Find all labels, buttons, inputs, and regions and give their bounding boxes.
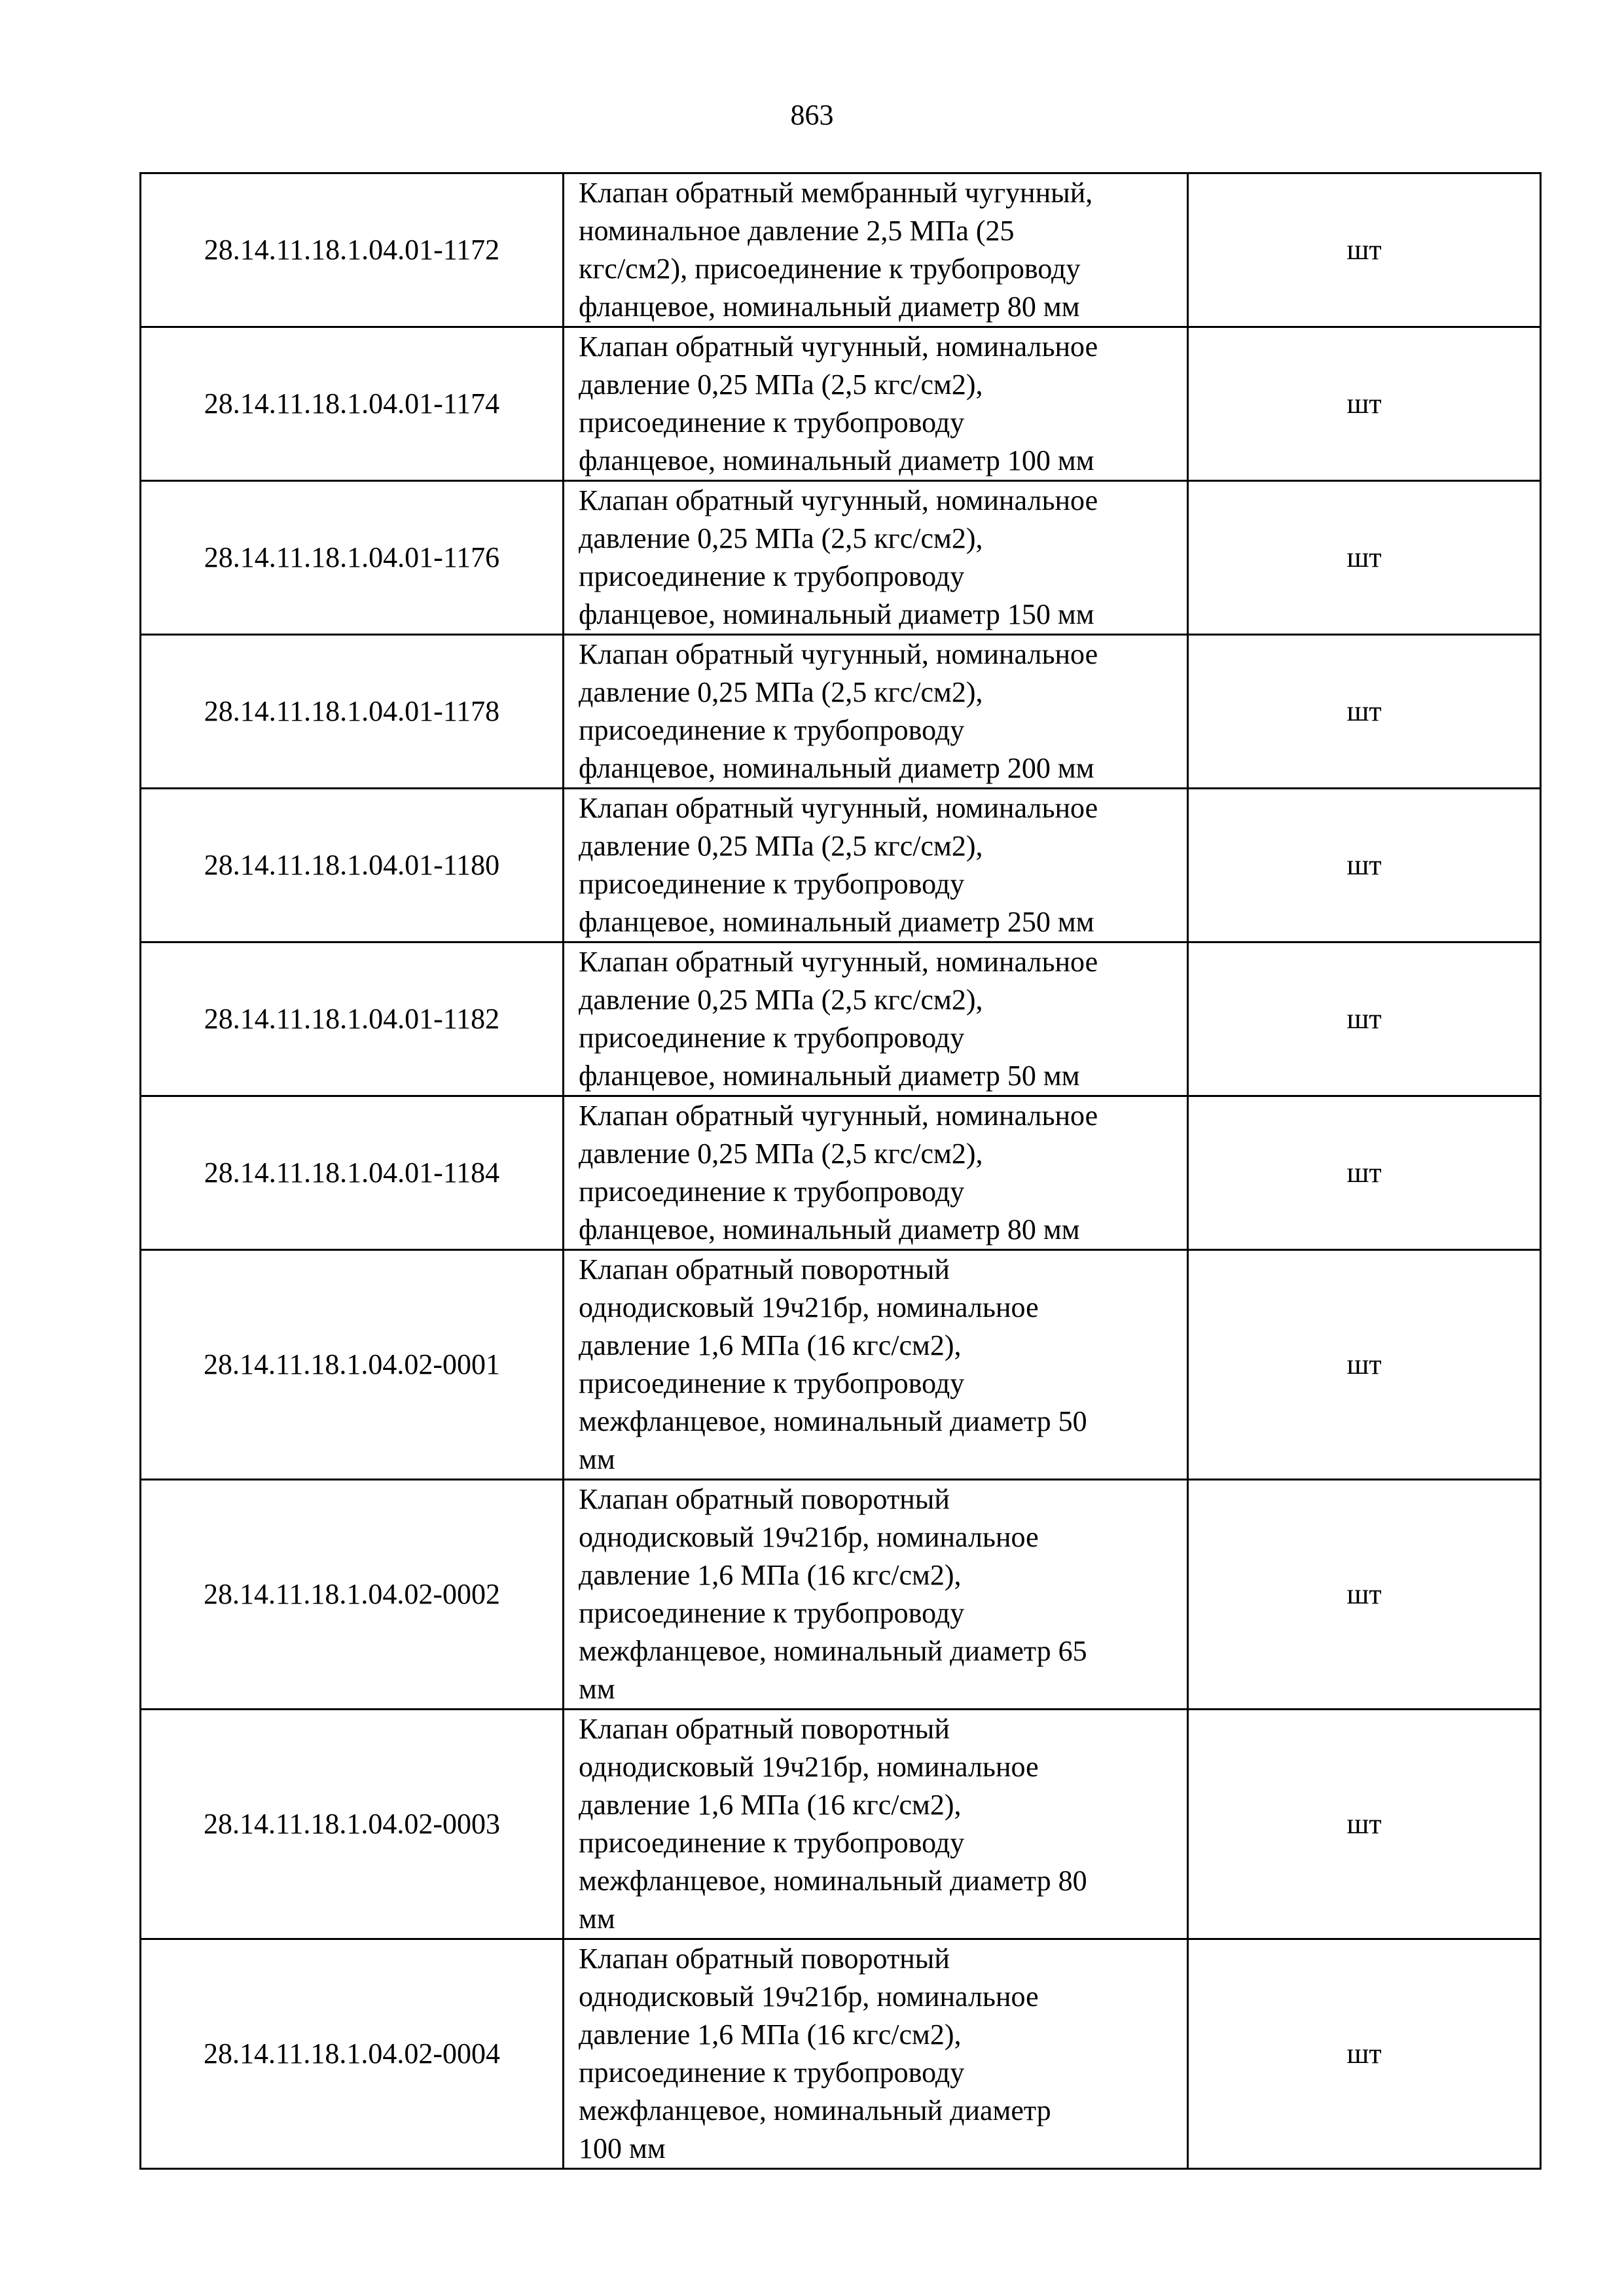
catalog-table	[139, 172, 1542, 2170]
item-unit: шт	[1188, 481, 1541, 635]
table-row	[141, 1480, 1541, 1710]
item-description: Клапан обратный чугунный, номинальное давление 0,25 МПа (2,5 кгс/см2), присоединение к трубопроводу фланцевое, номинальный диаметр 200 мм	[564, 635, 1188, 789]
item-unit: шт	[1188, 789, 1541, 942]
table-row	[141, 942, 1541, 1096]
page-number: 863	[790, 99, 834, 131]
item-code: 28.14.11.18.1.04.01-1184	[141, 1096, 564, 1250]
item-code: 28.14.11.18.1.04.02-0002	[141, 1480, 564, 1710]
item-description: Клапан обратный поворотный однодисковый 19ч21бр, номинальное давление 1,6 МПа (16 кгс/см2), присоединение к трубопроводу межфланцевое, номинальный диаметр 100 мм	[564, 1939, 1188, 2169]
item-unit: шт	[1188, 1939, 1541, 2169]
item-unit: шт	[1188, 1480, 1541, 1710]
item-description: Клапан обратный поворотный однодисковый 19ч21бр, номинальное давление 1,6 МПа (16 кгс/см2), присоединение к трубопроводу межфланцевое, номинальный диаметр 80 мм	[564, 1710, 1188, 1939]
table-row	[141, 1939, 1541, 2169]
item-description: Клапан обратный чугунный, номинальное давление 0,25 МПа (2,5 кгс/см2), присоединение к трубопроводу фланцевое, номинальный диаметр 50 мм	[564, 942, 1188, 1096]
item-code: 28.14.11.18.1.04.01-1178	[141, 635, 564, 789]
item-description: Клапан обратный чугунный, номинальное давление 0,25 МПа (2,5 кгс/см2), присоединение к трубопроводу фланцевое, номинальный диаметр 250 мм	[564, 789, 1188, 942]
table-row	[141, 1096, 1541, 1250]
item-description: Клапан обратный чугунный, номинальное давление 0,25 МПа (2,5 кгс/см2), присоединение к трубопроводу фланцевое, номинальный диаметр 100 мм	[564, 327, 1188, 481]
item-description: Клапан обратный чугунный, номинальное давление 0,25 МПа (2,5 кгс/см2), присоединение к трубопроводу фланцевое, номинальный диаметр 80 мм	[564, 1096, 1188, 1250]
item-description: Клапан обратный поворотный однодисковый 19ч21бр, номинальное давление 1,6 МПа (16 кгс/см2), присоединение к трубопроводу межфланцевое, номинальный диаметр 50 мм	[564, 1250, 1188, 1480]
item-unit: шт	[1188, 173, 1541, 327]
table-row	[141, 481, 1541, 635]
table-row	[141, 1710, 1541, 1939]
item-unit: шт	[1188, 1250, 1541, 1480]
item-code: 28.14.11.18.1.04.01-1172	[141, 173, 564, 327]
item-unit: шт	[1188, 942, 1541, 1096]
item-code: 28.14.11.18.1.04.02-0004	[141, 1939, 564, 2169]
table-row	[141, 789, 1541, 942]
table-row	[141, 635, 1541, 789]
item-unit: шт	[1188, 327, 1541, 481]
item-code: 28.14.11.18.1.04.01-1180	[141, 789, 564, 942]
table-row	[141, 327, 1541, 481]
item-unit: шт	[1188, 1710, 1541, 1939]
item-description: Клапан обратный мембранный чугунный, номинальное давление 2,5 МПа (25 кгс/см2), присоединение к трубопроводу фланцевое, номинальный диаметр 80 мм	[564, 173, 1188, 327]
catalog-table-body	[141, 173, 1541, 2169]
item-unit: шт	[1188, 1096, 1541, 1250]
item-code: 28.14.11.18.1.04.02-0001	[141, 1250, 564, 1480]
item-code: 28.14.11.18.1.04.01-1176	[141, 481, 564, 635]
table-row	[141, 173, 1541, 327]
item-unit: шт	[1188, 635, 1541, 789]
item-code: 28.14.11.18.1.04.01-1174	[141, 327, 564, 481]
item-code: 28.14.11.18.1.04.01-1182	[141, 942, 564, 1096]
item-code: 28.14.11.18.1.04.02-0003	[141, 1710, 564, 1939]
table-row	[141, 1250, 1541, 1480]
item-description: Клапан обратный чугунный, номинальное давление 0,25 МПа (2,5 кгс/см2), присоединение к трубопроводу фланцевое, номинальный диаметр 150 мм	[564, 481, 1188, 635]
item-description: Клапан обратный поворотный однодисковый 19ч21бр, номинальное давление 1,6 МПа (16 кгс/см2), присоединение к трубопроводу межфланцевое, номинальный диаметр 65 мм	[564, 1480, 1188, 1710]
